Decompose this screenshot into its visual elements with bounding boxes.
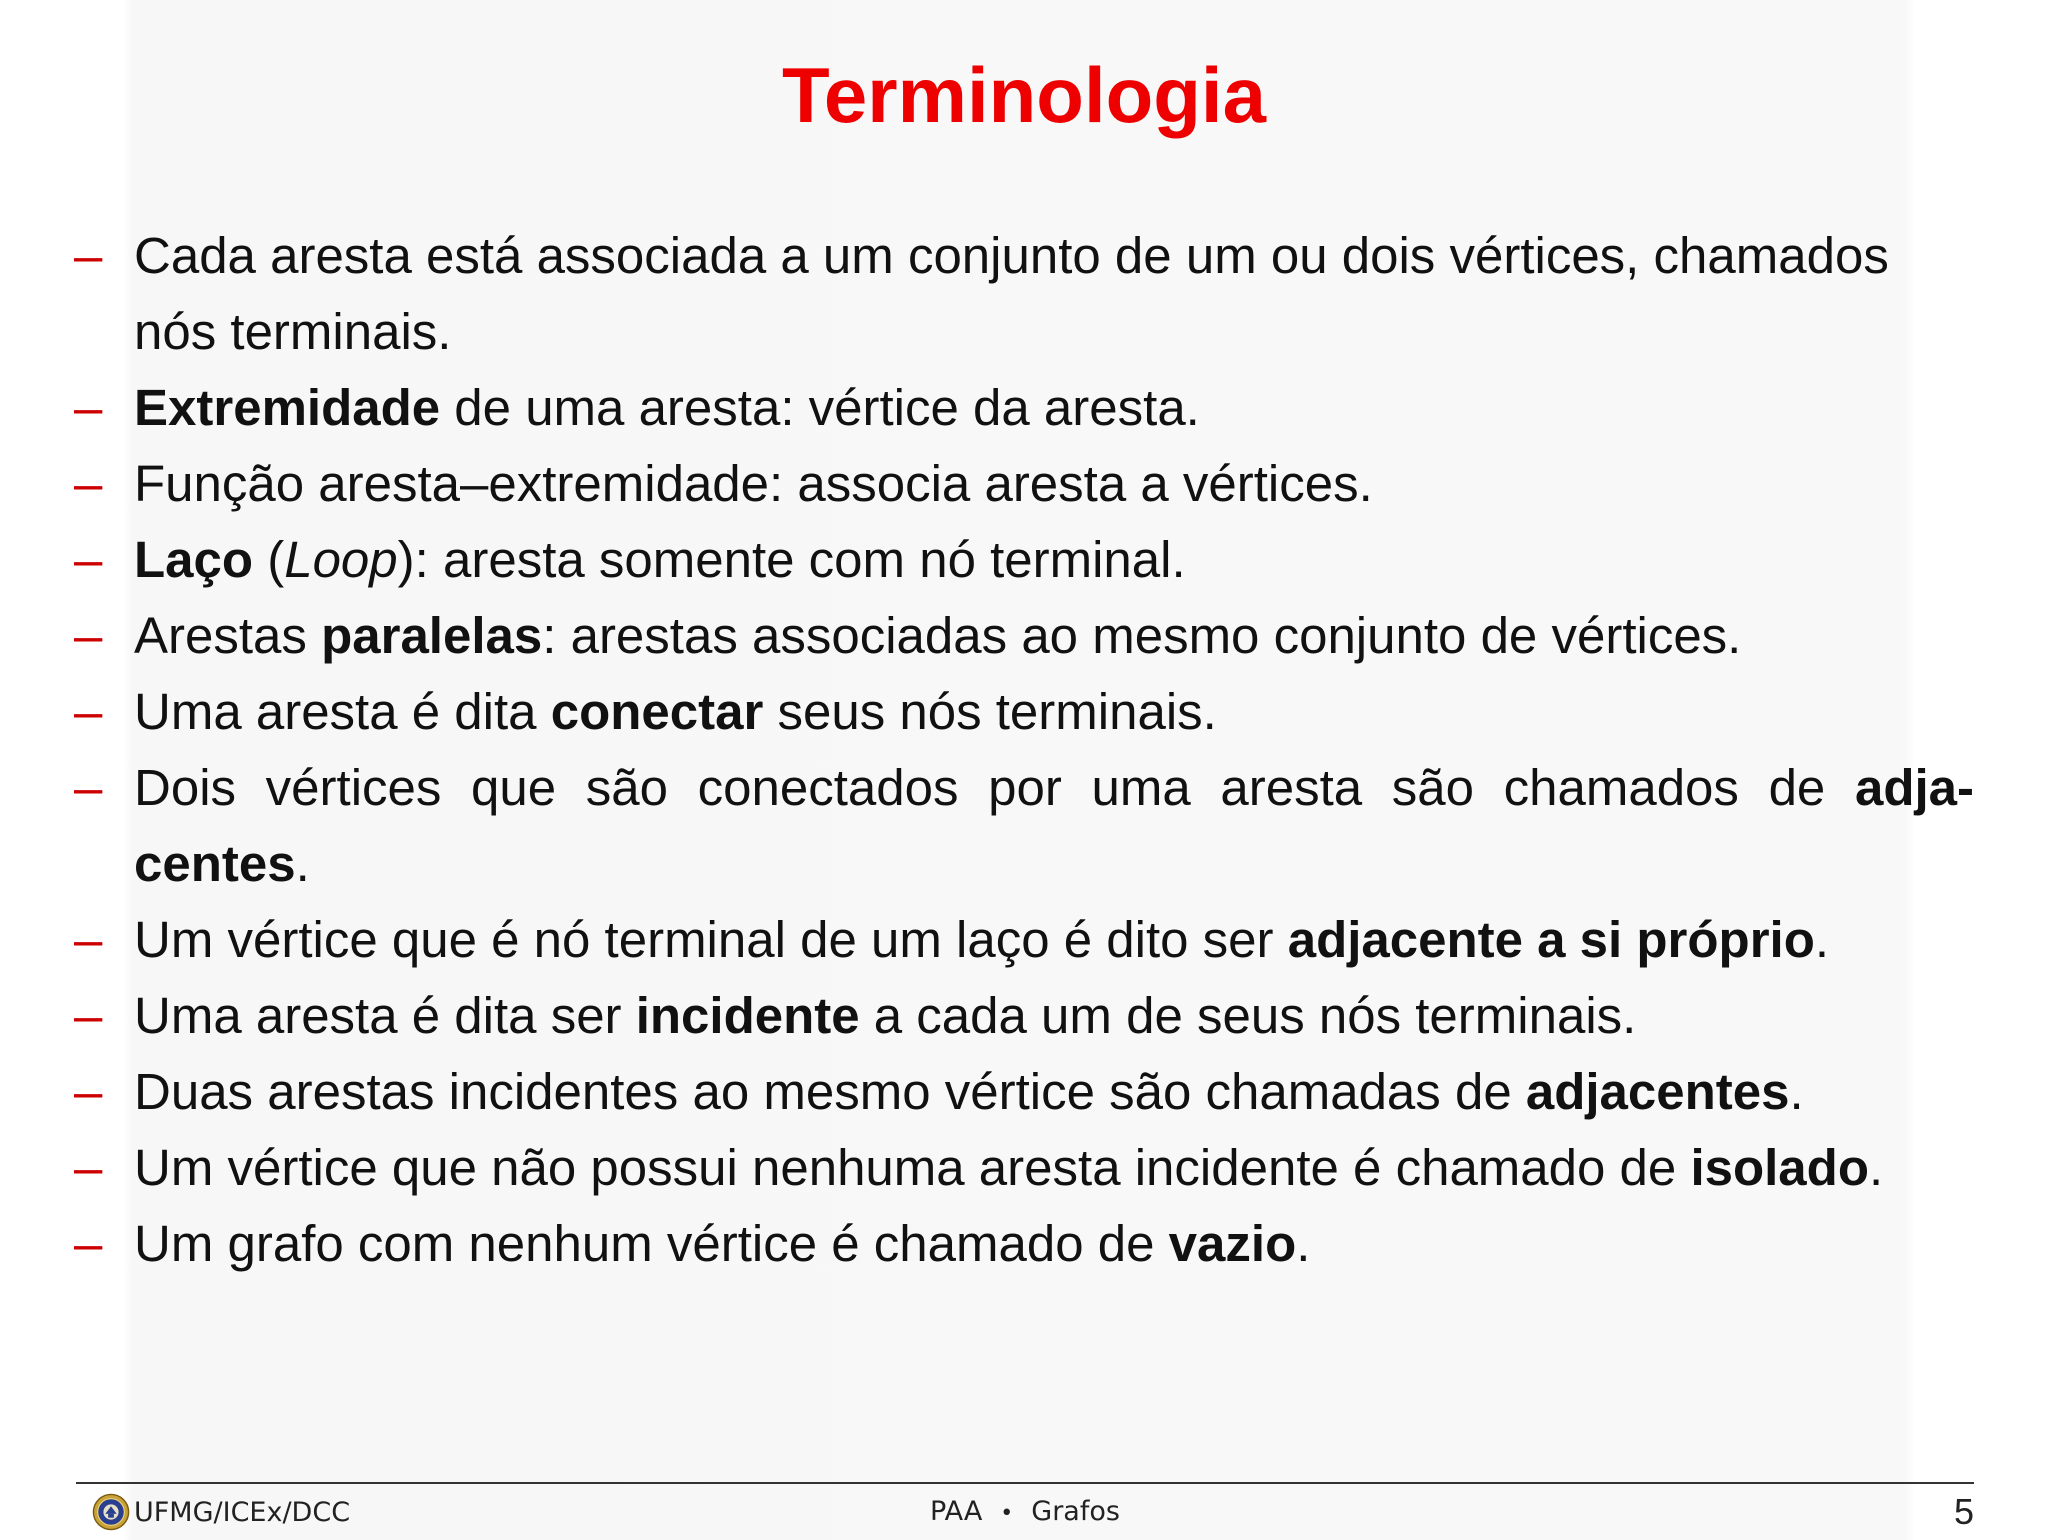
bullet-marker: – bbox=[74, 1139, 103, 1196]
bullet-marker: – bbox=[74, 227, 103, 284]
bullet-item bbox=[74, 446, 1974, 522]
bullet-item bbox=[74, 1206, 1974, 1282]
bullet-run: de uma aresta: vértice da aresta. bbox=[440, 379, 1200, 436]
bullet-run: ): aresta somente com nó terminal. bbox=[397, 531, 1186, 588]
bullet-term: vazio bbox=[1168, 1215, 1297, 1272]
bullet-item bbox=[74, 902, 1974, 978]
slide-title: Terminologia bbox=[782, 51, 1266, 139]
bullet-run: Cada aresta está associada a um conjunto de um ou dois vértices, chamados nós terminais. bbox=[134, 227, 1889, 360]
footer-institution-text: UFMG/ICEx/DCC bbox=[134, 1496, 351, 1528]
bullet-item bbox=[74, 674, 1974, 750]
bullet-run: . bbox=[1789, 1063, 1804, 1120]
bullet-term: Extremidade bbox=[134, 379, 441, 436]
bullet-text bbox=[134, 674, 1974, 750]
bullet-run: Loop bbox=[284, 531, 398, 588]
bullet-text bbox=[134, 446, 1974, 522]
bullet-run: Um vértice que não possui nenhuma aresta incidente é chamado de bbox=[134, 1139, 1691, 1196]
bullet-item bbox=[74, 978, 1974, 1054]
bullet-item bbox=[74, 370, 1974, 446]
bullet-run: ( bbox=[253, 531, 285, 588]
bullet-run: Arestas bbox=[134, 607, 322, 664]
bullet-marker: – bbox=[74, 987, 103, 1044]
bullet-run: Uma aresta é dita bbox=[134, 683, 551, 740]
footer-course bbox=[76, 1490, 1974, 1534]
bullet-run: . bbox=[1814, 911, 1830, 968]
footer-course-name: PAA bbox=[930, 1496, 983, 1527]
bullet-term: adja- centes bbox=[134, 759, 1974, 892]
bullet-text bbox=[134, 598, 1974, 674]
bullet-item bbox=[74, 1054, 1974, 1130]
bullet-marker: – bbox=[74, 455, 103, 512]
bullet-marker: – bbox=[74, 607, 103, 664]
bullet-list bbox=[74, 218, 1974, 1282]
bullet-marker: – bbox=[74, 531, 103, 588]
footer bbox=[76, 1490, 1974, 1534]
bullet-marker: – bbox=[74, 759, 103, 816]
bullet-marker: – bbox=[74, 683, 103, 740]
bullet-text bbox=[134, 978, 1974, 1054]
bullet-term: adjacentes bbox=[1525, 1063, 1790, 1120]
bullet-item bbox=[74, 218, 1974, 370]
bullet-text bbox=[134, 218, 1974, 370]
bullet-marker: – bbox=[74, 379, 103, 436]
bullet-text bbox=[134, 370, 1974, 446]
bullet-term: incidente bbox=[635, 987, 860, 1044]
bullet-run: . bbox=[1296, 1215, 1311, 1272]
bullet-item bbox=[74, 1130, 1974, 1206]
bullet-run: . bbox=[295, 835, 310, 892]
bullet-run: Um vértice que é nó terminal de um laço é dito ser bbox=[134, 911, 1288, 968]
bullet-text bbox=[134, 902, 1974, 978]
bullet-marker: – bbox=[74, 1215, 103, 1272]
bullet-text bbox=[134, 1130, 1974, 1206]
bullet-text bbox=[134, 1054, 1974, 1130]
bullet-text bbox=[134, 1206, 1974, 1282]
bullet-run: Uma aresta é dita ser bbox=[134, 987, 636, 1044]
bullet-run: : arestas associadas ao mesmo conjunto de vértices. bbox=[542, 607, 1742, 664]
bullet-marker: – bbox=[74, 911, 103, 968]
bullet-run: Um grafo com nenhum vértice é chamado de bbox=[134, 1215, 1169, 1272]
page-number: 5 bbox=[1953, 1491, 1974, 1532]
bullet-marker: – bbox=[74, 1063, 103, 1120]
bullet-run: Função aresta–extremidade: associa aresta a vértices. bbox=[134, 455, 1373, 512]
bullet-text bbox=[134, 750, 1974, 902]
bullet-term: adjacente a si próprio bbox=[1287, 911, 1815, 968]
bullet-item bbox=[74, 522, 1974, 598]
footer-topic: Grafos bbox=[1031, 1496, 1120, 1527]
bullet-term: paralelas bbox=[321, 607, 543, 664]
bullet-run: a cada um de seus nós terminais. bbox=[859, 987, 1637, 1044]
bullet-run: Duas arestas incidentes ao mesmo vértice são chamadas de bbox=[134, 1063, 1526, 1120]
bullet-term: conectar bbox=[550, 683, 764, 740]
bullet-run: . bbox=[1868, 1139, 1884, 1196]
bullet-item bbox=[74, 750, 1974, 902]
bullet-run: Dois vértices que são conectados por uma aresta são chamados de bbox=[134, 759, 1855, 816]
footer-separator: • bbox=[1000, 1501, 1014, 1526]
bullet-item bbox=[74, 598, 1974, 674]
footer-divider bbox=[76, 1482, 1974, 1484]
bullet-text bbox=[134, 522, 1974, 598]
bullet-term: Laço bbox=[134, 531, 254, 588]
bullet-run: seus nós terminais. bbox=[763, 683, 1217, 740]
bullet-term: isolado bbox=[1690, 1139, 1869, 1196]
